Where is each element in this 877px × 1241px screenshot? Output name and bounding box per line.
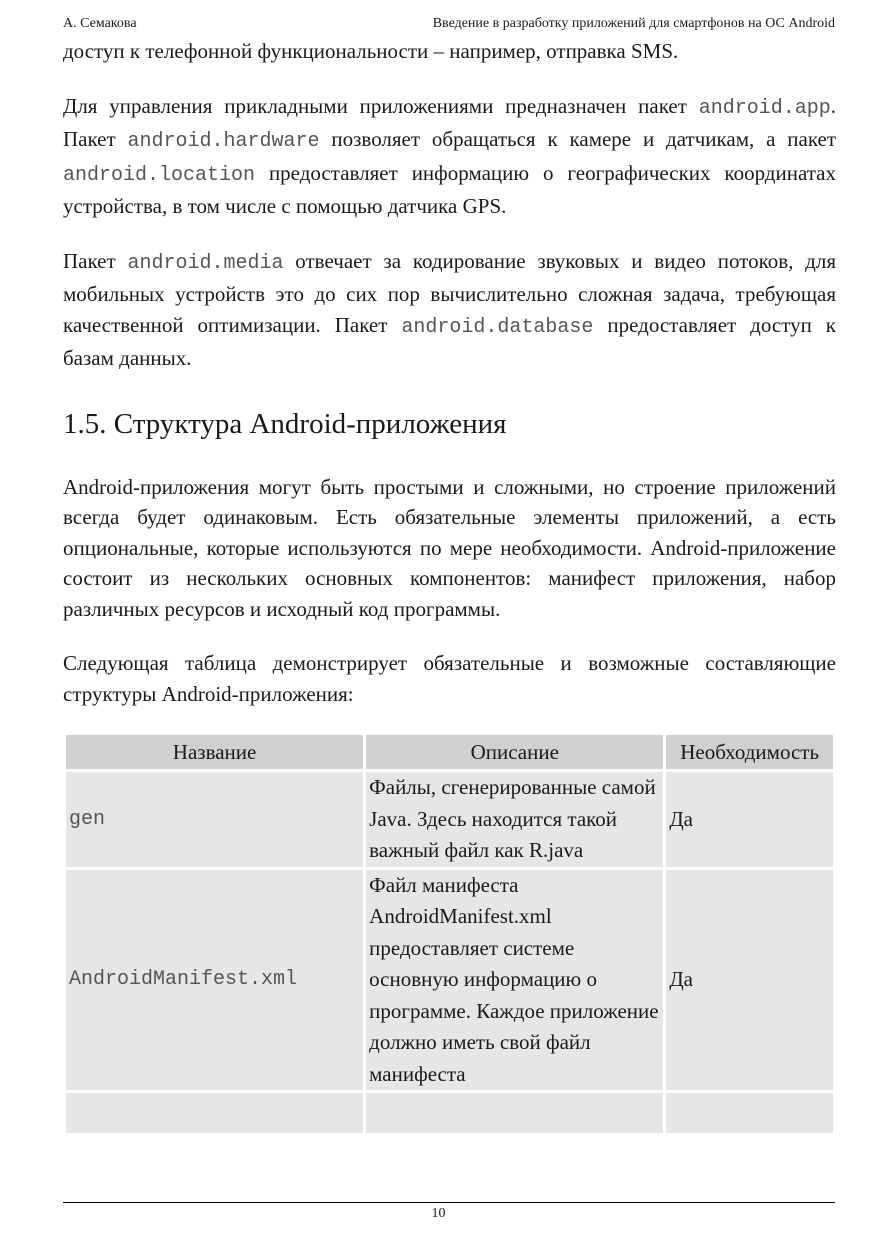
code-android-location: android.location [63,163,256,187]
footer-rule [63,1202,835,1203]
paragraph-sms: доступ к телефонной функциональности – например, отправка SMS. [63,39,679,63]
cell-description: Файлы, сгенерированные самой Java. Здесь находится такой важный файл как R.java [366,772,663,867]
cell-required [666,1093,833,1133]
page-content [63,36,836,1136]
paragraph-table-intro: Следующая таблица демонстрирует обязательные и возможные составляющие структуры Android-приложения: [63,651,836,706]
column-header-description: Описание [366,735,663,769]
text-run: предоставляет доступ к базам данных. [63,312,836,370]
section-heading: 1.5. Структура Android-приложения [63,407,507,440]
column-header-name: Название [66,735,363,769]
cell-required: Да [666,870,833,1091]
table-header-row [66,735,833,769]
table-row [66,1093,833,1133]
text-run: позволяет обращаться к камере и датчикам, а пакет [319,127,836,151]
text-run: Пакет [63,248,128,273]
structure-table [63,732,836,1136]
running-header [63,16,835,36]
column-header-required: Необходимость [666,735,833,769]
code-android-app: android.app [698,96,831,120]
paragraph-packages-app [63,91,836,222]
text-run: отвечает за кодирование звуковых и видео потоков, для мобильных устройств это до сих пор вычислительно сложная задача, требующая качественной оптимизации. Пакет [63,248,836,337]
text-run: Для управления прикладными приложениями предназначен пакет [63,93,699,118]
table-row [66,772,833,867]
page-number: 10 [431,1206,446,1221]
cell-name [66,1093,363,1133]
cell-required: Да [666,772,833,867]
text-run: предоставляет информацию о географических координатах устройства, в том числе с помощью датчика GPS. [63,160,836,218]
code-android-database: android.database [401,315,594,339]
paragraph-packages-media [63,246,836,374]
table-row [66,870,833,1091]
paragraph-structure-intro: Android-приложения могут быть простыми и сложными, но строение приложений всегда будет одинаковым. Есть обязательные элементы приложений, а есть опциональные, которые используются по мере необходимости. Android-приложение состоит из нескольких основных компонентов: манифест приложения, набор различных ресурсов и исходный код программы. [63,474,836,621]
code-android-hardware: android.hardware [127,130,320,153]
code-android-media: android.media [127,251,284,275]
header-book-title: Введение в разработку приложений для смартфонов на ОС Android [432,16,835,31]
header-author: А. Семакова [63,16,137,31]
text-run: . Пакет [63,93,836,151]
cell-description [366,1093,663,1133]
cell-description: Файл манифеста AndroidManifest.xml предоставляет системе основную информацию о программе. Каждое приложение должно иметь свой файл манифеста [366,870,663,1091]
cell-name: gen [66,772,363,867]
cell-name: AndroidManifest.xml [66,870,363,1091]
